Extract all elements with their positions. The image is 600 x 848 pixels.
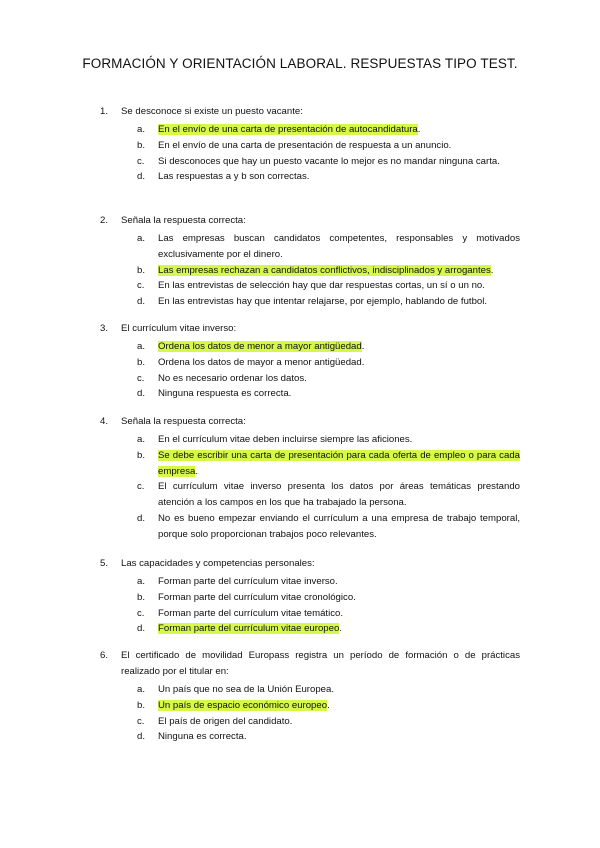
- answer-text: Las respuestas a y b son correctas.: [158, 171, 310, 183]
- answer-text: Ninguna es correcta.: [158, 731, 247, 743]
- question-2: [100, 213, 520, 310]
- option-text: [158, 339, 520, 355]
- option-letter: d.: [137, 731, 146, 743]
- option-letter: c.: [137, 372, 145, 384]
- question-5: [100, 556, 520, 637]
- option-letter: c.: [137, 481, 145, 493]
- option-text: [158, 682, 520, 698]
- option-letter: b.: [137, 264, 146, 276]
- answer-text: En el envío de una carta de presentación de respuesta a un anuncio.: [158, 139, 452, 151]
- question-stem: [100, 556, 520, 572]
- question-stem: [100, 648, 520, 680]
- option-correct: [137, 621, 520, 637]
- option-text: [158, 355, 520, 371]
- option-text: [158, 138, 520, 154]
- question-text: Señala la respuesta correcta:: [121, 416, 246, 427]
- question-text: Se desconoce si existe un puesto vacante:: [121, 106, 303, 117]
- option-text: [158, 371, 520, 387]
- option-correct: [137, 698, 520, 714]
- option: [137, 682, 520, 698]
- answer-text: Forman parte del currículum vitae temático.: [158, 607, 344, 619]
- answer-text: Un país que no sea de la Unión Europea.: [158, 684, 335, 695]
- option-text: [158, 729, 520, 745]
- option-text: [158, 714, 520, 730]
- option-list: [137, 574, 520, 637]
- option-letter: d.: [137, 171, 146, 183]
- question-number: 4.: [100, 416, 109, 427]
- option-letter: a.: [137, 124, 146, 135]
- page-title: FORMACIÓN Y ORIENTACIÓN LABORAL. RESPUESTAS TIPO TEST.: [82, 56, 518, 71]
- option-list: [137, 231, 520, 310]
- option: [137, 294, 520, 310]
- option-text: [158, 263, 520, 279]
- option: [137, 714, 520, 730]
- option: [137, 154, 520, 170]
- option-list: [137, 432, 520, 543]
- option-letter: a.: [137, 684, 146, 695]
- option: [137, 231, 520, 263]
- option-letter: a.: [137, 233, 146, 244]
- answer-text: Forman parte del currículum vitae inverso.: [158, 576, 338, 587]
- question-number: 6.: [100, 650, 109, 661]
- answer-text: En las entrevistas hay que intentar relajarse, por ejemplo, hablando de futbol.: [158, 296, 488, 308]
- highlighted-answer: Forman parte del currículum vitae europeo: [158, 623, 340, 635]
- option-letter: c.: [137, 155, 145, 167]
- question-number: 5.: [100, 558, 109, 569]
- answer-text: Ninguna respuesta es correcta.: [158, 388, 292, 400]
- option: [137, 590, 520, 606]
- option-text: [158, 574, 520, 590]
- question-number: 2.: [100, 215, 109, 226]
- option-letter: d.: [137, 296, 146, 308]
- option-text: [158, 294, 520, 310]
- question-stem: [100, 414, 520, 430]
- option: [137, 371, 520, 387]
- option-letter: a.: [137, 576, 146, 587]
- option-letter: c.: [137, 715, 145, 727]
- answer-text: Ordena los datos de mayor a menor antigüedad.: [158, 356, 365, 368]
- option-letter: c.: [137, 280, 145, 292]
- option-letter: d.: [137, 512, 146, 524]
- highlighted-answer: Las empresas rechazan a candidatos conflictivos, indisciplinados y arrogantes: [158, 264, 491, 276]
- option-text: [158, 432, 520, 448]
- option-letter: b.: [137, 591, 146, 603]
- option-letter: b.: [137, 356, 146, 368]
- option: [137, 432, 520, 448]
- highlighted-answer: Ordena los datos de menor a mayor antigüedad: [158, 341, 362, 352]
- option-letter: b.: [137, 699, 146, 711]
- option: [137, 479, 520, 511]
- option: [137, 278, 520, 294]
- option: [137, 355, 520, 371]
- option-text: [158, 122, 520, 138]
- option-text: [158, 278, 520, 294]
- option-letter: c.: [137, 607, 145, 619]
- answer-text: Si desconoces que hay un puesto vacante lo mejor es no mandar ninguna carta.: [158, 155, 500, 167]
- option: [137, 138, 520, 154]
- highlighted-answer: En el envío de una carta de presentación de autocandidatura: [158, 124, 418, 135]
- option: [137, 729, 520, 745]
- option-correct: [137, 448, 520, 480]
- option-text: [158, 448, 520, 480]
- question-text: El certificado de movilidad Europass registra un período de formación o de prácticas realizado por el titular en:: [121, 650, 520, 677]
- option: [137, 386, 520, 402]
- answer-text: Forman parte del currículum vitae cronológico.: [158, 591, 356, 603]
- option-letter: b.: [137, 139, 146, 151]
- option-letter: a.: [137, 341, 146, 352]
- answer-text: En las entrevistas de selección hay que dar respuestas cortas, un sí o un no.: [158, 280, 485, 292]
- question-text: Señala la respuesta correcta:: [121, 215, 246, 226]
- answer-punctuation: .: [339, 623, 342, 635]
- option-text: [158, 698, 520, 714]
- option-letter: d.: [137, 623, 146, 635]
- question-number: 1.: [100, 106, 109, 117]
- question-stem: [100, 321, 520, 337]
- option-letter: d.: [137, 388, 146, 400]
- option-text: [158, 386, 520, 402]
- question-1: [100, 104, 520, 185]
- option-text: [158, 590, 520, 606]
- option-text: [158, 169, 520, 185]
- answer-text: En el currículum vitae deben incluirse siempre las aficiones.: [158, 434, 413, 445]
- answer-punctuation: .: [490, 264, 494, 276]
- option-text: [158, 621, 520, 637]
- question-number: 3.: [100, 323, 109, 334]
- answer-text: El país de origen del candidato.: [158, 715, 293, 727]
- option-text: [158, 479, 520, 511]
- answer-text: No es necesario ordenar los datos.: [158, 372, 307, 384]
- option-list: [137, 682, 520, 745]
- option-text: [158, 606, 520, 622]
- question-stem: [100, 213, 520, 229]
- answer-punctuation: .: [361, 341, 365, 352]
- option-list: [137, 122, 520, 185]
- question-3: [100, 321, 520, 402]
- highlighted-answer: Se debe escribir una carta de presentación para cada oferta de empleo o para cada empresa: [158, 449, 520, 477]
- option-text: [158, 511, 520, 543]
- option-list: [137, 339, 520, 402]
- option-letter: b.: [137, 449, 146, 461]
- answer-text: El currículum vitae inverso presenta los datos por áreas temáticas prestando atención a los campos en los que ha trabajado la persona.: [158, 481, 520, 509]
- question-4: [100, 414, 520, 543]
- answer-text: Las empresas buscan candidatos competentes, responsables y motivados exclusivamente por el dinero.: [158, 233, 520, 260]
- option: [137, 511, 520, 543]
- option-correct: [137, 339, 520, 355]
- answer-punctuation: .: [195, 465, 198, 477]
- option: [137, 169, 520, 185]
- option-correct: [137, 263, 520, 279]
- question-6: [100, 648, 520, 745]
- option-text: [158, 231, 520, 263]
- option-text: [158, 154, 520, 170]
- option: [137, 606, 520, 622]
- answer-punctuation: .: [417, 124, 421, 135]
- option: [137, 574, 520, 590]
- question-text: El currículum vitae inverso:: [121, 323, 237, 334]
- option-correct: [137, 122, 520, 138]
- question-text: Las capacidades y competencias personales:: [121, 558, 315, 569]
- highlighted-answer: Un país de espacio económico europeo: [158, 699, 328, 711]
- answer-text: No es bueno empezar enviando el currículum a una empresa de trabajo temporal, porque solo proporcionan trabajos poco relevantes.: [158, 512, 520, 540]
- answer-punctuation: .: [327, 699, 330, 711]
- option-letter: a.: [137, 434, 146, 445]
- question-stem: [100, 104, 520, 120]
